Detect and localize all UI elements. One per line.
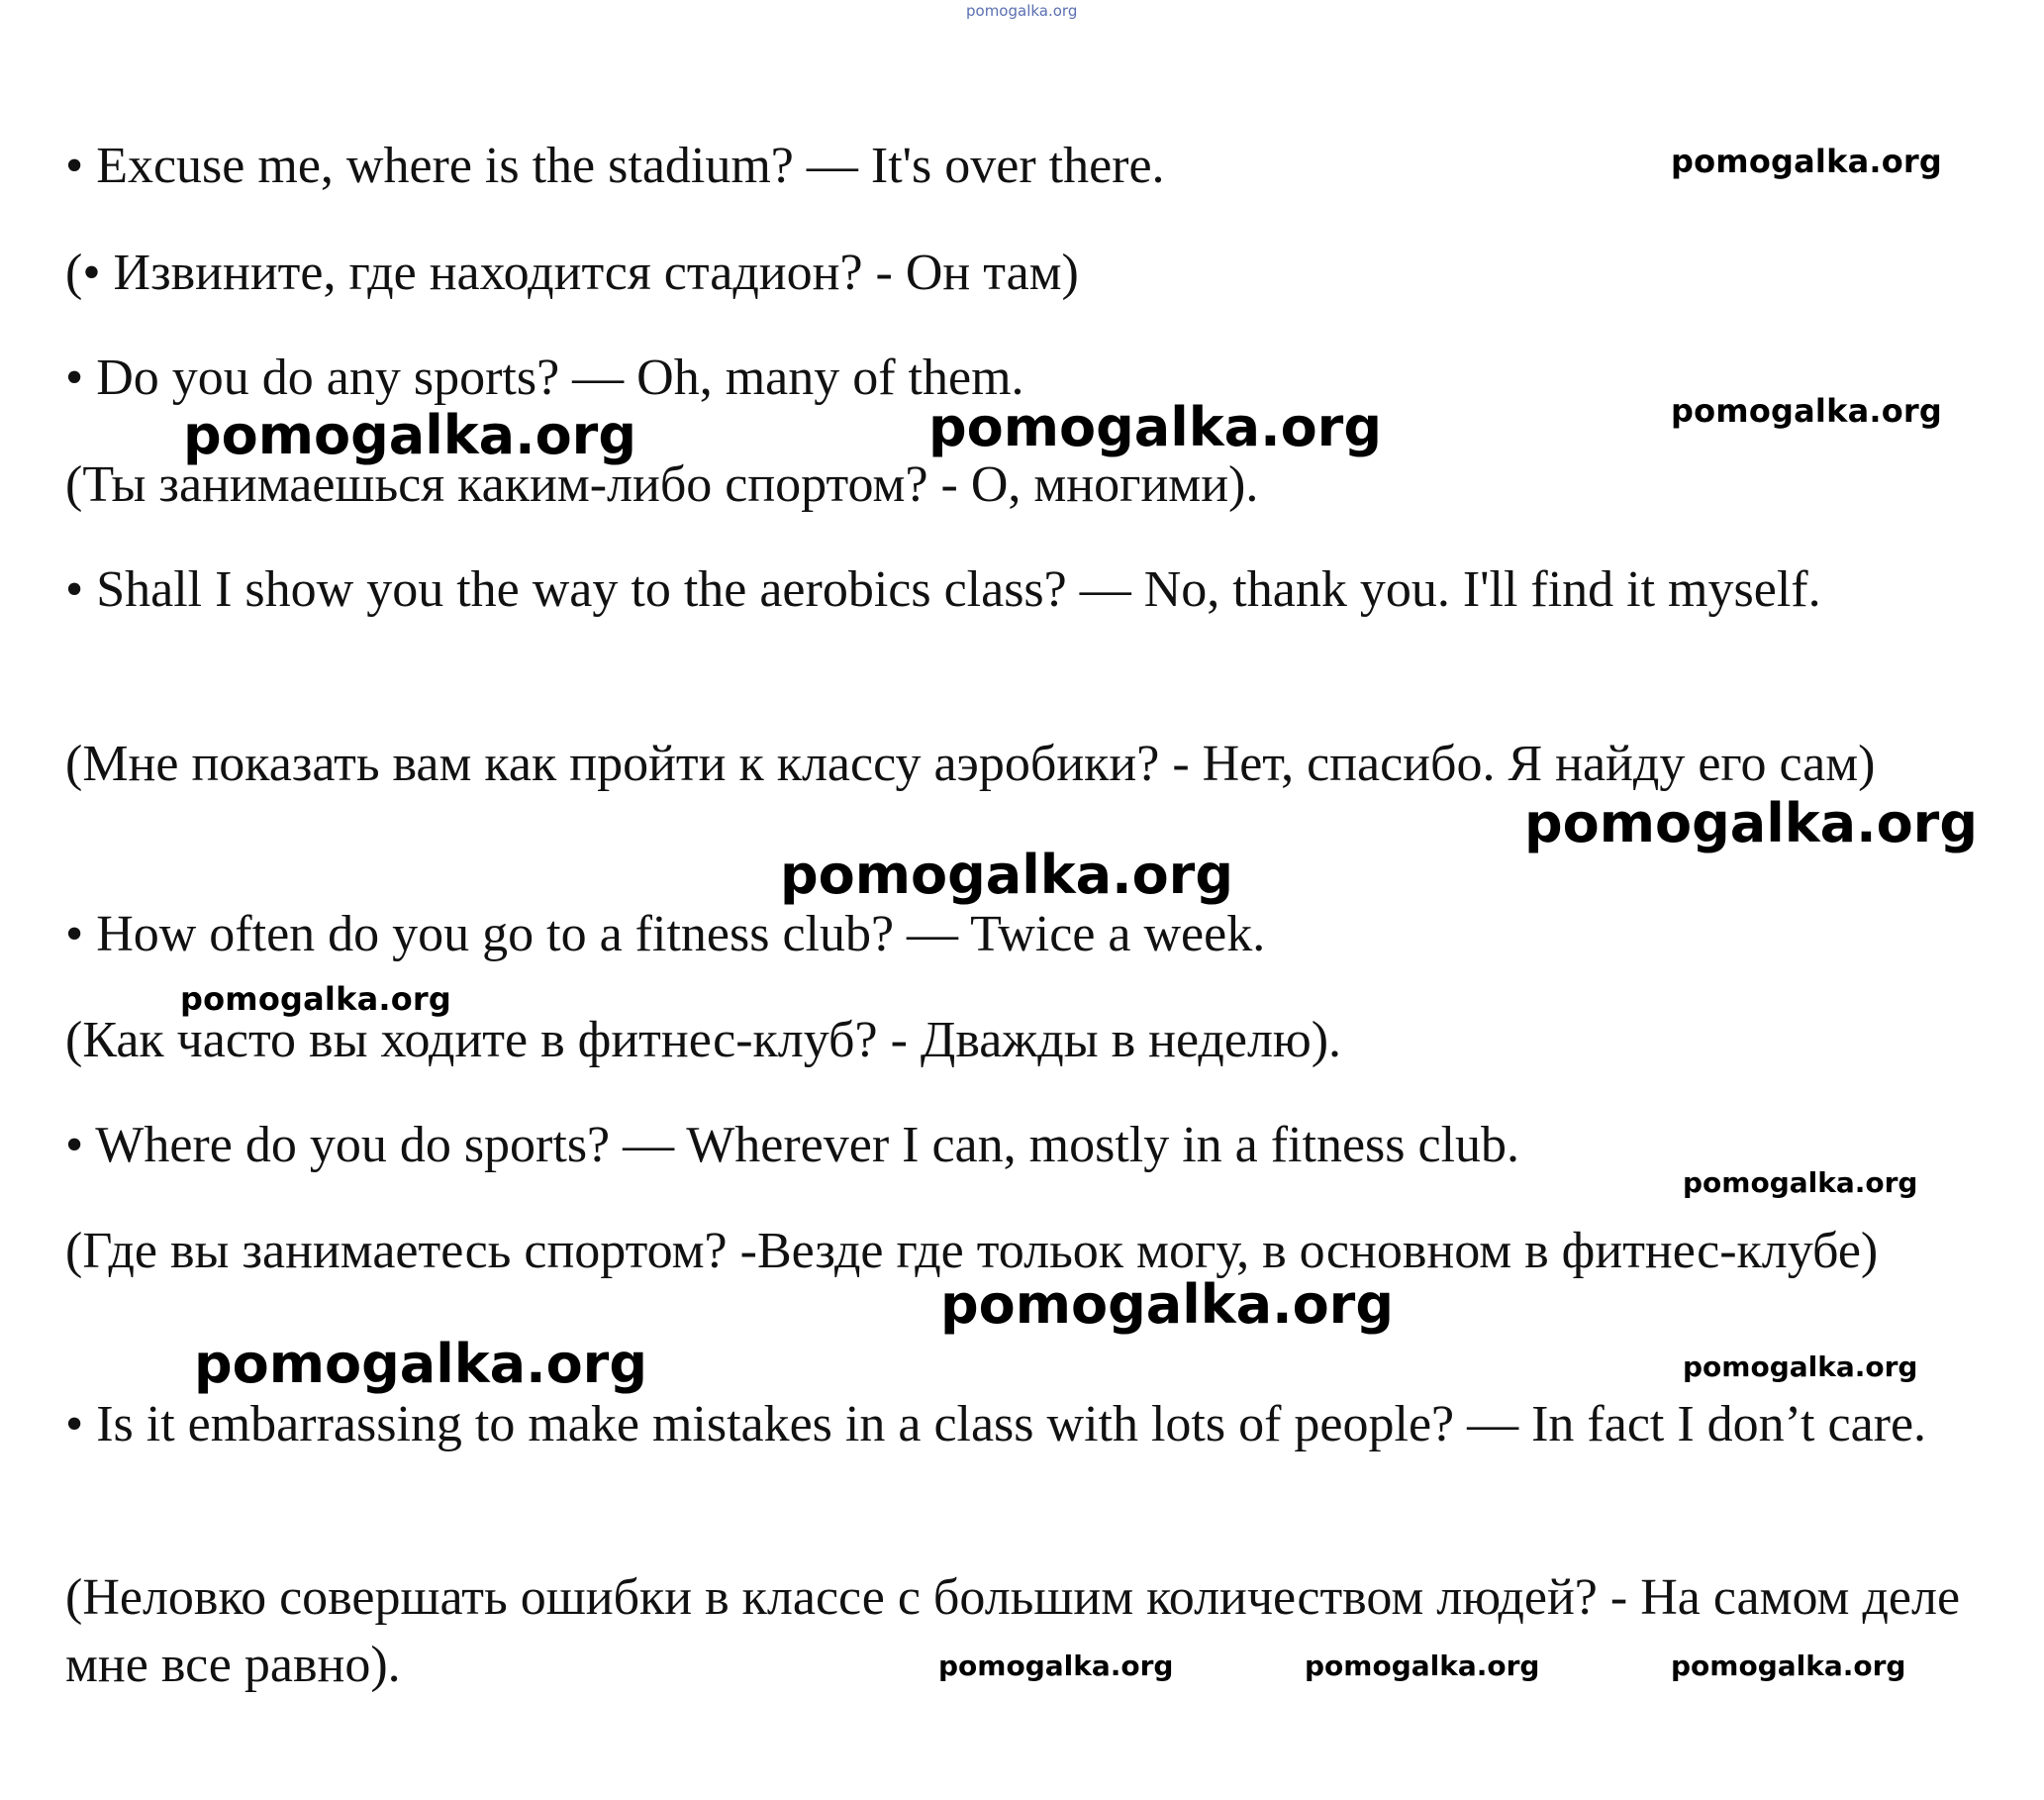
watermark-text: pomogalka.org: [183, 404, 636, 466]
watermark-text: pomogalka.org: [1683, 1166, 1918, 1199]
paragraph-english-5: • Where do you do sports? — Wherever I can, mostly in a fitness club.: [65, 1117, 1520, 1173]
paragraph-russian-6: (Неловко совершать ошибки в классе с большим количеством людей? - На самом деле мне все равно).: [65, 1569, 1961, 1693]
paragraph-english-4: • How often do you go to a fitness club? — Twice a week.: [65, 906, 1266, 962]
watermark-text: pomogalka.org: [1671, 1650, 1906, 1682]
paragraph-russian-3: (Мне показать вам как пройти к классу аэробики? - Нет, спасибо. Я найду его сам): [65, 736, 1876, 792]
paragraph-english-6: • Is it embarrassing to make mistakes in a class with lots of people? — In fact I don’t care.: [65, 1396, 1927, 1452]
watermark-text: pomogalka.org: [1683, 1350, 1918, 1383]
header-watermark: pomogalka.org: [966, 2, 1078, 20]
paragraph-russian-1: (• Извините, где находится стадион? - Он там): [65, 245, 1079, 301]
paragraph-english-1: • Excuse me, where is the stadium? — It's over there.: [65, 138, 1165, 194]
paragraph-russian-5: (Где вы занимаетесь спортом? -Везде где тольок могу, в основном в фитнес-клубе): [65, 1223, 1879, 1279]
watermark-text: pomogalka.org: [1524, 792, 1978, 854]
paragraph-russian-4: (Как часто вы ходите в фитнес-клуб? - Дважды в неделю).: [65, 1012, 1342, 1068]
watermark-text: pomogalka.org: [1671, 143, 1942, 180]
watermark-text: pomogalka.org: [180, 980, 451, 1018]
paragraph-russian-2: (Ты занимаешься каким-либо спортом? - О, многими).: [65, 456, 1259, 513]
watermark-text: pomogalka.org: [940, 1273, 1394, 1336]
paragraph-english-3: • Shall I show you the way to the aerobics class? — No, thank you. I'll find it myself.: [65, 561, 1821, 618]
watermark-text: pomogalka.org: [938, 1650, 1174, 1682]
watermark-text: pomogalka.org: [194, 1333, 647, 1395]
watermark-text: pomogalka.org: [1305, 1650, 1540, 1682]
watermark-text: pomogalka.org: [780, 844, 1233, 906]
watermark-text: pomogalka.org: [1671, 392, 1942, 430]
paragraph-english-2: • Do you do any sports? — Oh, many of them.: [65, 350, 1024, 406]
watermark-text: pomogalka.org: [928, 396, 1382, 458]
